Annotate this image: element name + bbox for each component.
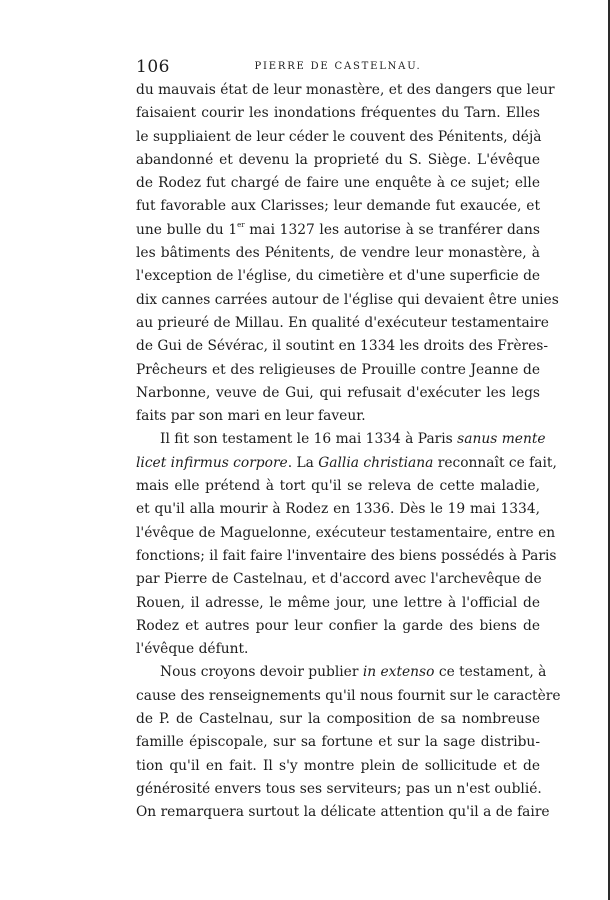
text-line: On remarquera surtout la délicate attention qu'il a de faire — [136, 804, 550, 821]
text-line: fut favorable aux Clarisses; leur demande fut exaucée, et — [136, 198, 540, 215]
text-line: une bulle du 1er mai 1327 les autorise à se tranférer dans — [136, 220, 540, 238]
text-line: Narbonne, veuve de Gui, qui refusait d'exécuter les legs — [136, 384, 540, 401]
text-line: cause des renseignements qu'il nous fournit sur le caractère — [136, 687, 561, 704]
body-text — [136, 79, 561, 825]
latin-phrase: sanus mente — [457, 431, 546, 448]
text-line: de P. de Castelnau, sur la composition de sa nombreuse — [136, 711, 540, 728]
text-line: faisaient courir les inondations fréquentes du Tarn. Elles — [136, 105, 540, 122]
text-line: faits par son mari en leur faveur. — [136, 408, 366, 425]
text-line: de Gui de Sévérac, il soutint en 1334 les droits des Frères- — [136, 338, 549, 355]
text-line: les bâtiments des Pénitents, de vendre leur monastère, à — [136, 245, 540, 262]
latin-phrase: in extenso — [362, 664, 435, 681]
paragraph-2 — [136, 428, 557, 661]
text-line: tion qu'il en fait. Il s'y montre plein de sollicitude et de — [136, 757, 540, 774]
text-line: Nous croyons devoir publier in extenso ce testament, à — [160, 664, 547, 681]
superscript: er — [237, 220, 245, 229]
text-line: licet infirmus corpore. La Gallia christiana reconnaît ce fait, — [136, 454, 557, 471]
text-line: de Rodez fut chargé de faire une enquête à ce sujet; elle — [136, 175, 540, 192]
page-number: 106 — [136, 57, 170, 77]
text-line: fonctions; il fait faire l'inventaire des biens possédés à Paris — [136, 547, 557, 564]
text-line: Rouen, il adresse, le même jour, une lettre à l'official de — [136, 594, 540, 611]
text-line: mais elle prétend à tort qu'il se releva de cette maladie, — [136, 478, 540, 495]
text-line: dix cannes carrées autour de l'église qui devaient être unies — [136, 291, 559, 308]
text-line: générosité envers tous ses serviteurs; pas un n'est oublié. — [136, 780, 542, 797]
text-line: l'évêque défunt. — [136, 641, 249, 658]
text-line: l'exception de l'église, du cimetière et d'une superficie de — [136, 268, 541, 285]
text-line: l'évêque de Maguelonne, exécuteur testamentaire, entre en — [136, 524, 556, 541]
text-line: et qu'il alla mourir à Rodez en 1336. Dès le 19 mai 1334, — [136, 501, 540, 518]
paragraph-1 — [136, 79, 559, 428]
latin-phrase: licet infirmus corpore — [136, 454, 288, 471]
text-line: abandonné et devenu la proprieté du S. Siège. L'évêque — [136, 151, 540, 168]
text-line: du mauvais état de leur monastère, et des dangers que leur — [136, 82, 555, 98]
running-title: PIERRE DE CASTELNAU. — [254, 61, 422, 72]
paragraph-3 — [136, 661, 561, 824]
text-line: Il fit son testament le 16 mai 1334 à Paris sanus mente — [160, 431, 546, 448]
text-line: par Pierre de Castelnau, et d'accord avec l'archevêque de — [136, 571, 542, 588]
page-header — [136, 57, 540, 75]
text-line: Rodez et autres pour leur confier la garde des biens de — [136, 617, 540, 634]
text-line: au prieuré de Millau. En qualité d'exécuteur testamentaire — [136, 314, 549, 331]
text-line: le suppliaient de leur céder le couvent des Pénitents, déjà — [136, 128, 542, 145]
text-line: famille épiscopale, sur sa fortune et sur la sage distribu- — [136, 734, 540, 751]
text-line: Prêcheurs et des religieuses de Prouille contre Jeanne de — [136, 361, 540, 378]
book-title: Gallia christiana — [318, 454, 434, 471]
